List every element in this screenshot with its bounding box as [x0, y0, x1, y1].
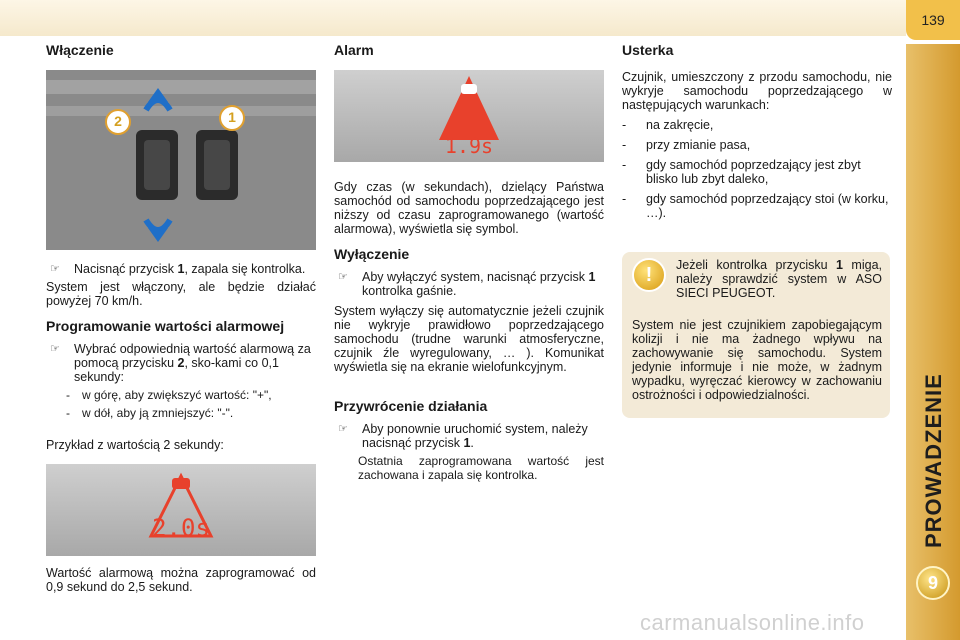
system-on-text: System jest włączony, ale będzie działać powyżej 70 km/h. — [46, 280, 316, 308]
alarm-text: Gdy czas (w sekundach), dzielący Państwa samochód od samochodu poprzedzającego jest niższy od czasu zaprogramowanego (wartość alarmowa), wyświetla się symbol. — [334, 180, 604, 236]
callout-1: 1 — [228, 109, 236, 125]
display-value-alarm: 1.9s — [444, 134, 494, 158]
heading-programming: Programowanie wartości alarmowej — [46, 318, 285, 334]
bullet-switch-off: ☞ Aby wyłączyć system, nacisnąć przycisk 1 kontrolka gaśnie. — [338, 270, 596, 298]
display-value-2s: 2.0s — [152, 514, 210, 542]
fault-item-3: - gdy samochód poprzedzający jest zbyt blisko lub zbyt daleko, — [622, 158, 861, 186]
display-example-2s — [46, 464, 316, 556]
alert-triangle-icon — [46, 464, 316, 556]
column-alarm — [334, 42, 604, 482]
buttons-illustration — [46, 70, 316, 250]
callout-2: 2 — [114, 113, 122, 129]
chapter-number-badge: 9 — [916, 566, 950, 600]
auto-off-text: System wyłączy się automatycznie jeżeli czujnik nie wykryje prawidłowo poprzedzającego samochodu (trudne warunki atmosferyczne, czujnik źle wyregulowany, … ). Komunikat wyświetla się na ekranie wielofunkcyjnym. — [334, 304, 604, 374]
bullet-press-1: ☞ Nacisnąć przycisk 1, zapala się kontrolka. — [50, 262, 306, 276]
heading-restore: Przywrócenie działania — [334, 398, 488, 414]
note-disclaimer: System nie jest czujnikiem zapobiegającym kolizji i nie ma żadnego wpływu na zachowywanie się samochodu. System jedynie informuje i nie może, w żadnym wypadku, wyręczać kierowcy w zachowaniu ostrożności i odpowiedzialności. — [632, 318, 882, 402]
warning-note-box — [622, 252, 890, 418]
note-blink-text: Jeżeli kontrolka przycisku 1 miga, należy sprawdzić system w ASO SIECI PEUGEOT. — [676, 258, 882, 300]
dash-down: - w dół, aby ją zmniejszyć: "-". — [66, 406, 234, 420]
watermark: carmanualsonline.info — [640, 610, 865, 635]
heading-switch-off: Wyłączenie — [334, 246, 410, 262]
heading-switch-on: Włączenie — [46, 42, 114, 58]
column-fault — [622, 42, 892, 220]
example-text: Przykład z wartością 2 sekundy: — [46, 438, 224, 452]
header-bar — [0, 0, 906, 36]
bullet-select-value: ☞ Wybrać odpowiednią wartość alarmową za pomocą przycisku 2, sko-kami co 0,1 sekundy: — [50, 342, 311, 384]
warning-icon: ! — [632, 258, 666, 292]
page-number: 139 — [906, 0, 960, 40]
bullet-restore: ☞ Aby ponownie uruchomić system, należy nacisnąć przycisk 1. — [338, 422, 588, 450]
chapter-strip — [906, 44, 960, 640]
buttons-photo — [46, 70, 316, 250]
range-text: Wartość alarmową można zaprogramować od 0,9 sekund do 2,5 sekund. — [46, 566, 316, 594]
fault-text: Czujnik, umieszczony z przodu samochodu, nie wykryje samochodu poprzedzającego w następujących warunkach: — [622, 70, 892, 112]
fault-item-2: - przy zmianie pasa, — [622, 138, 751, 152]
column-switch-on — [46, 42, 316, 594]
heading-alarm: Alarm — [334, 42, 374, 58]
chapter-title — [921, 524, 960, 548]
dash-up: - w górę, aby zwiększyć wartość: "+", — [66, 388, 272, 402]
fault-item-1: - na zakręcie, — [622, 118, 714, 132]
display-alarm — [334, 70, 604, 162]
fault-item-4: - gdy samochód poprzedzający stoi (w korku, …). — [622, 192, 889, 220]
restore-note: Ostatnia zaprogramowana wartość jest zachowana i zapala się kontrolka. — [358, 454, 604, 482]
heading-fault: Usterka — [622, 42, 674, 58]
